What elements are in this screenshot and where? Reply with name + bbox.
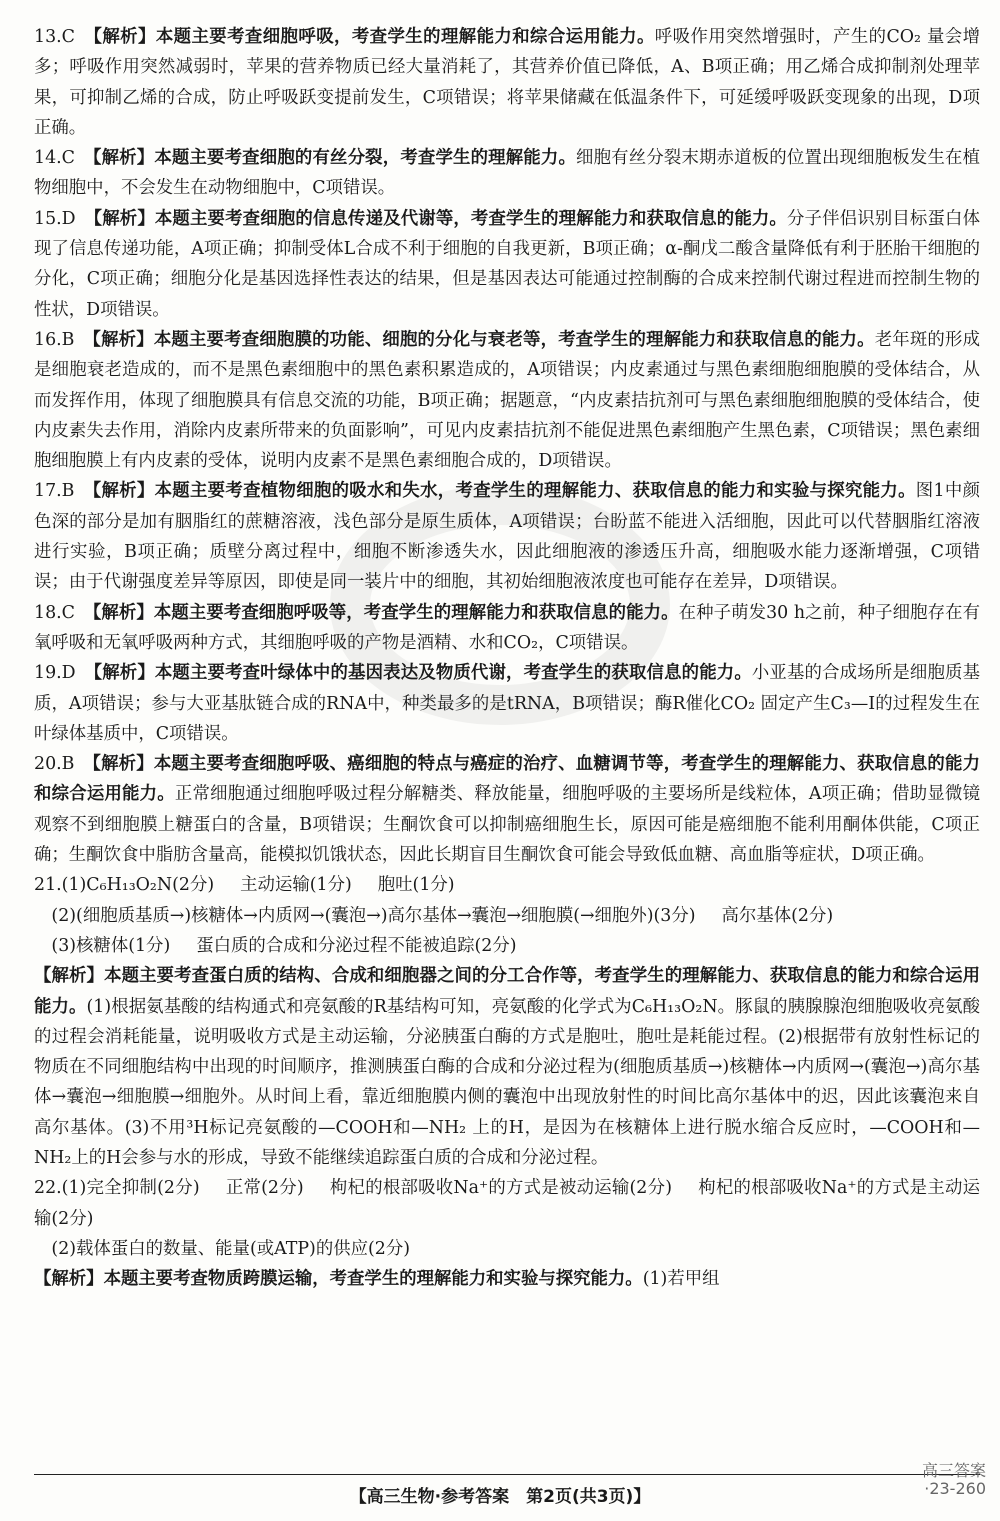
answer-text: 22.(1)完全抑制(2分) (34, 1178, 200, 1199)
answer-14 (34, 143, 980, 204)
answer-21 (34, 870, 980, 1173)
answer-text: 21.(1)C₆H₁₃O₂N(2分) (34, 875, 215, 896)
answer-number: 13.C (34, 27, 75, 47)
analysis-heading: 【解析】本题主要考查细胞呼吸等，考查学生的理解能力和获取信息的能力。 (92, 602, 679, 623)
answer-15 (34, 204, 980, 325)
analysis-body: 细胞有丝分裂末期赤道板的位置出现细胞板发生在植物细胞中，不会发生在动物细胞中，C项错误。 (34, 148, 980, 199)
answer-number: 20.B (34, 754, 75, 775)
analysis-heading: 【解析】本题主要考查细胞的有丝分裂，考查学生的理解能力。 (92, 148, 577, 169)
answer-18 (34, 598, 980, 659)
page-footer: 【高三生物·参考答案 第2页(共3页)】 (349, 1487, 651, 1507)
answer-text: 胞吐(1分) (377, 875, 455, 896)
analysis-heading: 【解析】本题主要考查细胞呼吸、癌细胞的特点与癌症的治疗、血糖调节等，考查学生的理解能力、获取信息的能力和综合运用能力。 (34, 754, 980, 805)
answer-text: (2)载体蛋白的数量、能量(或ATP)的供应(2分) (51, 1238, 411, 1259)
analysis-body: 在种子萌发30 h之前，种子细胞存在有氧呼吸和无氧呼吸两种方式，其细胞呼吸的产物是酒精、水和CO₂，C项错误。 (34, 602, 980, 653)
answer-22-analysis (34, 1264, 980, 1294)
answer-21-analysis (34, 961, 980, 1173)
answer-21-part-1 (34, 870, 980, 900)
answer-text: 主动运输(1分) (240, 875, 352, 896)
answer-text: (2)(细胞质基质→)核糖体→内质网→(囊泡→)高尔基体→囊泡→细胞膜(→细胞外)(3分) (51, 905, 696, 926)
answer-22-part-2 (34, 1234, 980, 1264)
answer-number: 15.D (34, 208, 76, 229)
answer-21-part-2 (34, 901, 980, 931)
answer-number: 16.B (34, 329, 75, 350)
analysis-heading: 【解析】本题主要考查蛋白质的结构、合成和细胞器之间的分工合作等，考查学生的理解能力、获取信息的能力和综合运用能力。 (34, 966, 980, 1017)
analysis-heading: 【解析】本题主要考查细胞的信息传递及代谢等，考查学生的理解能力和获取信息的能力。 (93, 208, 787, 229)
corner-stamp: 高三答案 ·23-260 (921, 1461, 986, 1498)
analysis-body: 小亚基的合成场所是细胞质基质，A项错误；参与大亚基肽链合成的RNA中，种类最多的是tRNA，B项错误；酶R催化CO₂ 固定产生C₃—Ⅰ的过程发生在叶绿体基质中，C项错误。 (34, 663, 980, 744)
analysis-heading: 【解析】本题主要考查植物细胞的吸水和失水，考查学生的理解能力、获取信息的能力和实验与探究能力。 (92, 481, 916, 502)
answer-16 (34, 325, 980, 476)
analysis-body: 正常细胞通过细胞呼吸过程分解糖类、释放能量，细胞呼吸的主要场所是线粒体，A项正确；借助显微镜观察不到细胞膜上糖蛋白的含量，B项错误；生酮饮食可以抑制癌细胞生长，原因可能是癌细胞不能利用酮体供能，C项正确；生酮饮食中脂肪含量高，能模拟饥饿状态，因此长期盲目生酮饮食可能会导致低血糖、高血脂等症状，D项正确。 (34, 784, 980, 866)
answer-text: 正常(2分) (225, 1178, 304, 1199)
answer-text: 高尔基体(2分) (721, 905, 834, 926)
answer-13 (34, 22, 980, 143)
answer-21-part-3 (34, 931, 980, 961)
analysis-body: 呼吸作用突然增强时，产生的CO₂ 量会增多；呼吸作用突然减弱时，苹果的营养物质已经大量消耗了，其营养价值已降低，A、B项正确；用乙烯合成抑制剂处理苹果，可抑制乙烯的合成，防止呼吸跃变提前发生，C项错误；将苹果储藏在低温条件下，可延缓呼吸跃变现象的出现，D项正确。 (34, 27, 980, 138)
answer-20 (34, 749, 980, 870)
answer-content (34, 22, 980, 1294)
answer-number: 18.C (34, 602, 75, 623)
answer-number: 14.C (34, 148, 75, 169)
answer-text: 枸杞的根部吸收Na⁺的方式是被动运输(2分) (329, 1178, 673, 1199)
analysis-body: (1)若甲组 (642, 1269, 720, 1290)
answer-17 (34, 476, 980, 597)
answer-text: 蛋白质的合成和分泌过程不能被追踪(2分) (196, 935, 517, 956)
analysis-heading: 【解析】本题主要考查物质跨膜运输，考查学生的理解能力和实验与探究能力。 (34, 1269, 643, 1290)
analysis-body: (1)根据氨基酸的结构通式和亮氨酸的R基结构可知，亮氨酸的化学式为C₆H₁₃O₂N。豚鼠的胰腺腺泡细胞吸收亮氨酸的过程会消耗能量，说明吸收方式是主动运输，分泌胰蛋白酶的方式是胞吐，胞吐是耗能过程。(2)根据带有放射性标记的物质在不同细胞结构中出现的时间顺序，推测胰蛋白酶的合成和分泌过程为(细胞质基质→)核糖体→内质网→(囊泡→)高尔基体→囊泡→细胞膜→细胞外。从时间上看，靠近细胞膜内侧的囊泡中出现放射性的时间比高尔基体中的迟，因此该囊泡来自高尔基体。(3)不用³H标记亮氨酸的—COOH和—NH₂ 上的H，是因为在核糖体上进行脱水缩合反应时，—COOH和—NH₂上的H会参与水的形成，导致不能继续追踪蛋白质的合成和分泌过程。 (34, 996, 980, 1168)
answer-text: (3)核糖体(1分) (51, 935, 171, 956)
analysis-body: 图1中颜色深的部分是加有胭脂红的蔗糖溶液，浅色部分是原生质体，A项错误；台盼蓝不能进入活细胞，因此可以代替胭脂红溶液进行实验，B项正确；质壁分离过程中，细胞不断渗透失水，因此细胞液的渗透压升高，细胞吸水能力逐渐增强，C项错误；由于代谢强度差异等原因，即使是同一装片中的细胞，其初始细胞液浓度也可能存在差异，D项错误。 (34, 481, 980, 593)
analysis-body: 老年斑的形成是细胞衰老造成的，而不是黑色素细胞中的黑色素积累造成的，A项错误；内皮素通过与黑色素细胞细胞膜的受体结合，从而发挥作用，体现了细胞膜具有信息交流的功能，B项正确；据题意，“内皮素拮抗剂可与黑色素细胞细胞膜的受体结合，使内皮素失去作用，消除内皮素所带来的负面影响”，可见内皮素拮抗剂不能促进黑色素细胞产生黑色素，C项错误；黑色素细胞细胞膜上有内皮素的受体，说明内皮素不是黑色素细胞合成的，D项错误。 (34, 329, 980, 472)
analysis-heading: 【解析】本题主要考查叶绿体中的基因表达及物质代谢，考查学生的获取信息的能力。 (93, 663, 752, 684)
analysis-body: 分子伴侣识别目标蛋白体现了信息传递功能，A项正确；抑制受体L合成不利于细胞的自我更新，B项正确；α-酮戊二酸含量降低有利于胚胎干细胞的分化，C项正确；细胞分化是基因选择性表达的结果，但是基因表达可能通过控制酶的合成来控制代谢过程进而控制生物的性状，D项错误。 (34, 208, 980, 320)
answer-19 (34, 658, 980, 749)
analysis-heading: 【解析】本题主要考查细胞膜的功能、细胞的分化与衰老等，考查学生的理解能力和获取信息的能力。 (92, 329, 875, 350)
answer-22-part-1 (34, 1173, 980, 1234)
answer-text: 枸杞的根部吸收Na⁺的方式是主动运输(2分) (34, 1178, 980, 1229)
answer-number: 17.B (34, 481, 75, 502)
answer-number: 19.D (34, 663, 76, 684)
answer-22 (34, 1173, 980, 1294)
analysis-heading: 【解析】本题主要考查细胞呼吸，考查学生的理解能力和综合运用能力。 (93, 27, 655, 47)
